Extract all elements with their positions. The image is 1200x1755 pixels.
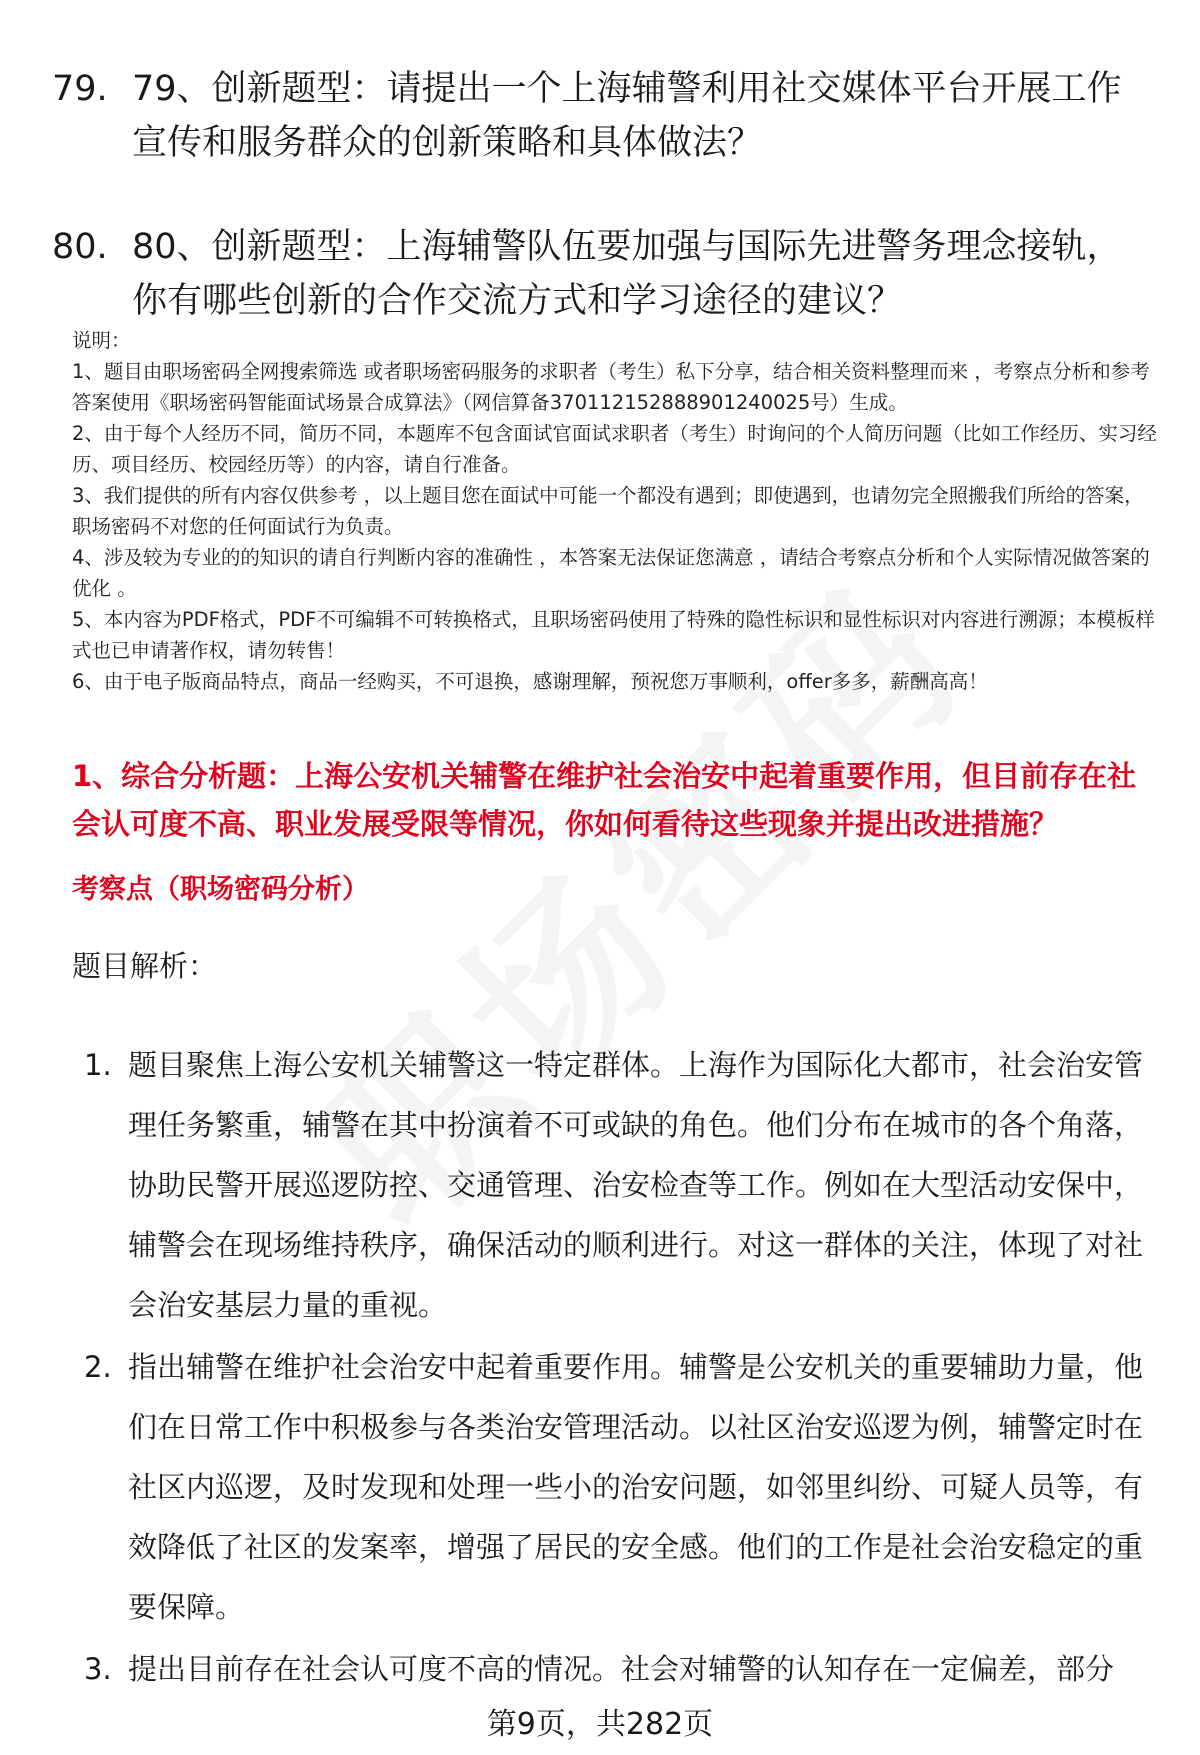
list-item (52, 220, 1152, 328)
note-item: 2、由于每个人经历不同，简历不同，本题库不包含面试官面试求职者（考生）时询问的个人简历问题（比如工作经历、实习经历、项目经历、校园经历等）的内容，请自行准备。 (72, 422, 1157, 476)
note-item: 4、涉及较为专业的的知识的请自行判断内容的准确性 ，本答案无法保证您满意 ，请结合考察点分析和个人实际情况做答案的优化 。 (72, 546, 1150, 600)
question-number: 79. (52, 69, 108, 109)
note-item: 3、我们提供的所有内容仅供参考 ，以上题目您在面试中可能一个都没有遇到；即使遇到，也请勿完全照搬我们所给的答案，职场密码不对您的任何面试行为负责。 (72, 484, 1144, 538)
analysis-text: 题目聚焦上海公安机关辅警这一特定群体。上海作为国际化大都市，社会治安管理任务繁重，辅警在其中扮演着不可或缺的角色。他们分布在城市的各个角落，协助民警开展巡逻防控、交通管理、治安检查等工作。例如在大型活动安保中，辅警会在现场维持秩序，确保活动的顺利进行。对这一群体的关注，体现了对社会治安基层力量的重视。 (128, 1048, 1144, 1322)
list-item (84, 1035, 1150, 1335)
analysis-number: 1. (84, 1048, 112, 1082)
analysis-number: 3. (84, 1652, 112, 1686)
analysis-list (84, 1035, 1150, 1701)
analysis-text: 指出辅警在维护社会治安中起着重要作用。辅警是公安机关的重要辅助力量，他们在日常工作中积极参与各类治安管理活动。以社区治安巡逻为例，辅警定时在社区内巡逻，及时发现和处理一些小的治安问题，如邻里纠纷、可疑人员等，有效降低了社区的发案率，增强了居民的安全感。他们的工作是社会治安稳定的重要保障。 (128, 1350, 1144, 1624)
question-text: 79、创新题型：请提出一个上海辅警利用社交媒体平台开展工作宣传和服务群众的创新策略和具体做法？ (132, 69, 1122, 163)
note-item: 6、由于电子版商品特点，商品一经购买，不可退换，感谢理解，预祝您万事顺利，offer多多，薪酬高高！ (72, 670, 988, 693)
question-number: 80. (52, 227, 108, 267)
main-question-title: 1、综合分析题：上海公安机关辅警在维护社会治安中起着重要作用，但目前存在社会认可度不高、职业发展受限等情况，你如何看待这些现象并提出改进措施？ (72, 759, 1137, 841)
exam-point-heading: 考察点（职场密码分析） (72, 874, 369, 905)
analysis-number: 2. (84, 1350, 112, 1384)
analysis-heading: 题目解析： (72, 949, 218, 983)
page-footer: 第9页，共282页 (486, 1707, 714, 1742)
list-item (84, 1337, 1150, 1637)
note-item: 5、本内容为PDF格式，PDF不可编辑不可转换格式，且职场密码使用了特殊的隐性标识和显性标识对内容进行溯源；本模板样式也已申请著作权，请勿转售！ (72, 608, 1155, 662)
note-item: 1、题目由职场密码全网搜索筛选 或者职场密码服务的求职者（考生）私下分享，结合相关资料整理而来 ，考察点分析和参考答案使用《职场密码智能面试场景合成算法》（网信算备370112152888901240025号）生成。 (72, 360, 1150, 414)
analysis-text: 提出目前存在社会认可度不高的情况。社会对辅警的认知存在一定偏差，部分 (128, 1652, 1115, 1686)
notes-section (72, 325, 1162, 697)
question-text: 80、创新题型：上海辅警队伍要加强与国际先进警务理念接轨，你有哪些创新的合作交流方式和学习途径的建议？ (132, 227, 1122, 321)
notes-heading: 说明： (72, 329, 131, 352)
list-item (84, 1639, 1150, 1699)
list-item (52, 62, 1152, 170)
